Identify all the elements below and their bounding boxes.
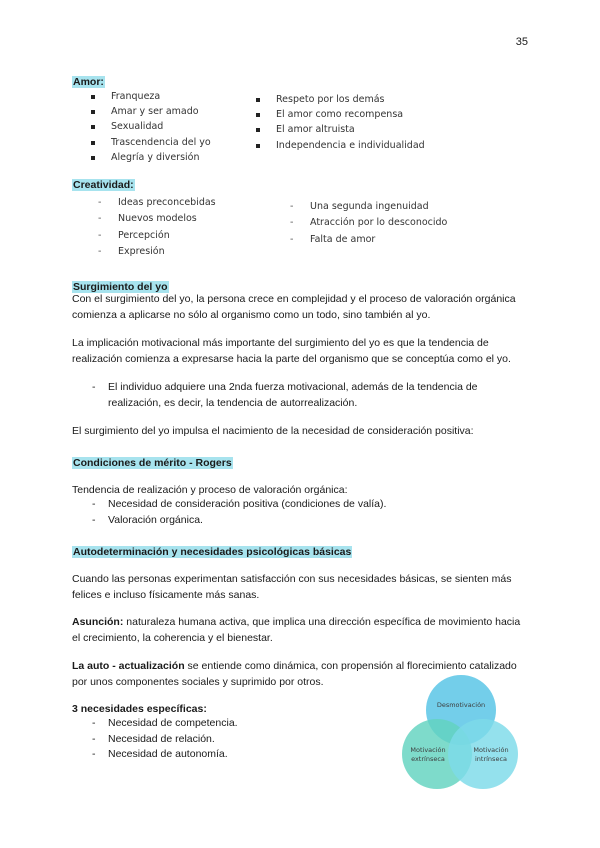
asuncion-paragraph	[72, 615, 528, 646]
venn-label-left-1: Motivación	[410, 746, 446, 754]
needs-list	[72, 716, 372, 763]
condiciones-heading: Condiciones de mérito - Rogers	[73, 457, 232, 469]
list-item: Sexualidad	[91, 119, 251, 134]
list-item: - Necesidad de relación.	[72, 732, 372, 748]
list-item: - Una segunda ingenuidad	[290, 199, 510, 215]
creatividad-heading: Creatividad:	[73, 179, 134, 191]
autodeterminacion-section	[72, 542, 352, 560]
list-item: Respeto por los demás	[256, 92, 486, 107]
list-item: Alegría y diversión	[91, 150, 251, 165]
surgimiento-paragraph-1: Con el surgimiento del yo, la persona crece en complejidad y el proceso de valoración orgánica comienza a aplicarse no sólo al organismo como un todo, sino también al yo.	[72, 293, 516, 321]
condiciones-list	[72, 497, 528, 528]
amor-left-list	[91, 89, 251, 165]
amor-section	[72, 72, 105, 90]
list-item: - Valoración orgánica.	[72, 513, 528, 529]
list-item: - Necesidad de consideración positiva (condiciones de valía).	[72, 497, 528, 513]
venn-label-right-2: intrínseca	[474, 755, 508, 763]
list-item: - El individuo adquiere una 2nda fuerza motivacional, además de la tendencia de realización, es decir, la tendencia de autorrealización.	[72, 380, 528, 411]
surgimiento-paragraph-3: El surgimiento del yo impulsa el nacimiento de la necesidad de consideración positiva:	[72, 425, 474, 437]
venn-label-top: Desmotivación	[436, 701, 486, 709]
motivation-venn-diagram	[395, 670, 535, 795]
condiciones-intro: Tendencia de realización y proceso de valoración orgánica:	[72, 484, 348, 496]
list-item: - Necesidad de autonomía.	[72, 747, 372, 763]
list-item: - Percepción	[98, 228, 268, 244]
condiciones-section	[72, 453, 233, 471]
auto-actualizacion-text: se entiende como dinámica, con propensión al florecimiento catalizado por unos componentes sociales y suprimido por otros.	[72, 660, 517, 688]
list-item: Independencia e individualidad	[256, 138, 486, 153]
list-item: - Necesidad de competencia.	[72, 716, 372, 732]
list-item: Trascendencia del yo	[91, 135, 251, 150]
list-item: - Ideas preconcebidas	[98, 195, 268, 211]
venn-circle-right	[448, 719, 518, 789]
autodeterminacion-heading: Autodeterminación y necesidades psicológicas básicas	[73, 546, 352, 558]
autodeterminacion-paragraph: Cuando las personas experimentan satisfacción con sus necesidades básicas, se sienten más felices e incluso físicamente más sanas.	[72, 573, 512, 601]
creatividad-section	[72, 175, 135, 193]
creatividad-right-list	[290, 199, 510, 248]
list-item: - Falta de amor	[290, 232, 510, 248]
creatividad-left-list	[98, 195, 268, 260]
venn-label-right-1: Motivación	[473, 746, 509, 754]
needs-heading-text: 3 necesidades específicas:	[72, 703, 207, 715]
auto-actualizacion-label: La auto - actualización	[72, 660, 185, 672]
amor-heading: Amor:	[73, 76, 104, 88]
list-item: - Atracción por lo desconocido	[290, 215, 510, 231]
venn-label-left-2: extrínseca	[411, 755, 445, 763]
list-item: - Expresión	[98, 244, 268, 260]
amor-right-list	[256, 92, 486, 153]
list-item: El amor altruista	[256, 122, 486, 137]
list-item: El amor como recompensa	[256, 107, 486, 122]
list-item: - Nuevos modelos	[98, 211, 268, 227]
page-number: 35	[515, 36, 528, 48]
surgimiento-heading: Surgimiento del yo	[73, 281, 168, 293]
asuncion-label: Asunción:	[72, 616, 124, 628]
list-item: Franqueza	[91, 89, 251, 104]
surgimiento-bullet-list	[72, 380, 528, 411]
surgimiento-paragraph-2: La implicación motivacional más importante del surgimiento del yo es que la tendencia de realización comienza a expresarse hacia la parte del organismo que se conceptúa como el yo.	[72, 337, 511, 365]
list-item: Amar y ser amado	[91, 104, 251, 119]
asuncion-text: naturaleza humana activa, que implica una dirección específica de movimiento hacia el crecimiento, la coherencia y el bienestar.	[72, 616, 521, 644]
